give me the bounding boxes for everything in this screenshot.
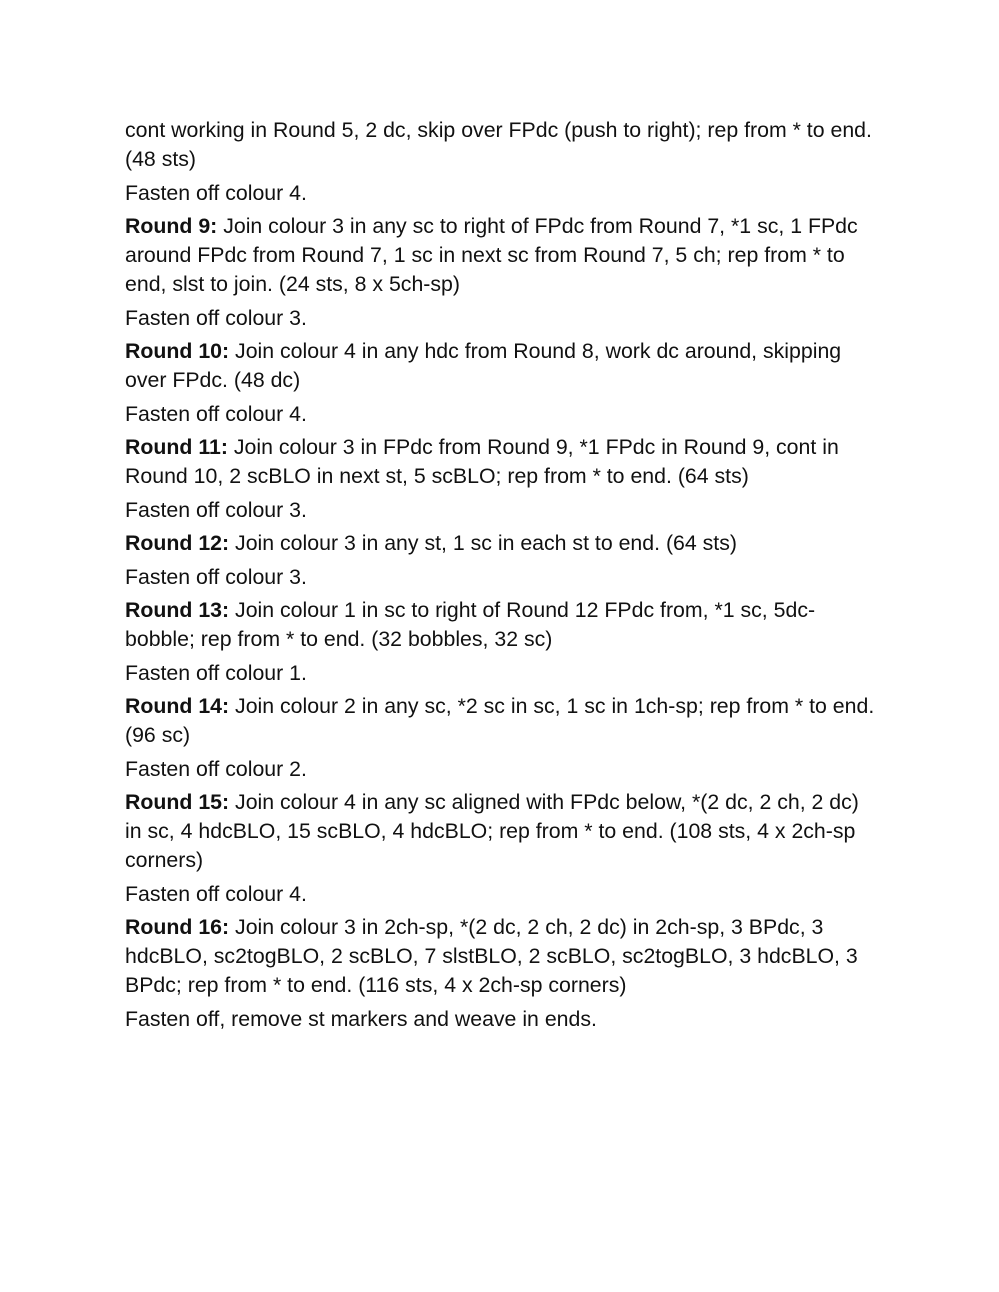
paragraph-6 bbox=[125, 400, 875, 429]
paragraph-text: Fasten off, remove st markers and weave in ends. bbox=[125, 1006, 597, 1031]
paragraph-16 bbox=[125, 880, 875, 909]
paragraph-text: Join colour 3 in 2ch-sp, *(2 dc, 2 ch, 2 dc) in 2ch-sp, 3 BPdc, 3 hdcBLO, sc2togBLO, 2 scBLO, 7 slstBLO, 2 scBLO, sc2togBLO, 3 hdcBLO, 3 BPdc; rep from * to end. (116 sts, 4 x 2ch-sp corners) bbox=[125, 915, 858, 997]
paragraph-round-13 bbox=[125, 596, 875, 654]
paragraph-text: Join colour 2 in any sc, *2 sc in sc, 1 sc in 1ch-sp; rep from * to end. (96 sc) bbox=[125, 694, 875, 747]
paragraph-text: Fasten off colour 3. bbox=[125, 497, 307, 522]
paragraph-4 bbox=[125, 304, 875, 333]
paragraph-text: Join colour 3 in any st, 1 sc in each st to end. (64 sts) bbox=[229, 531, 737, 555]
paragraph-text: Join colour 4 in any sc aligned with FPdc below, *(2 dc, 2 ch, 2 dc) in sc, 4 hdcBLO, 15 scBLO, 4 hdcBLO; rep from * to end. (108 sts, 4 x 2ch-sp corners) bbox=[125, 790, 859, 872]
round-label: Round 10: bbox=[125, 339, 230, 363]
round-label: Round 9: bbox=[125, 214, 218, 238]
round-label: Round 12: bbox=[125, 531, 230, 555]
paragraph-8 bbox=[125, 496, 875, 525]
paragraph-text: Fasten off colour 4. bbox=[125, 180, 307, 205]
round-label: Round 11: bbox=[125, 435, 228, 459]
paragraph-text: Fasten off colour 3. bbox=[125, 564, 307, 589]
paragraph-text: Fasten off colour 3. bbox=[125, 305, 307, 330]
paragraph-round-11 bbox=[125, 433, 875, 491]
paragraph-round-15 bbox=[125, 788, 875, 875]
paragraph-text: Fasten off colour 4. bbox=[125, 881, 307, 906]
paragraph-text: Join colour 3 in any sc to right of FPdc from Round 7, *1 sc, 1 FPdc around FPdc from Round 7, 1 sc in next sc from Round 7, 5 ch; rep from * to end, slst to join. (24 sts, 8 x 5ch-sp) bbox=[125, 214, 858, 296]
paragraph-text: Join colour 4 in any hdc from Round 8, work dc around, skipping over FPdc. (48 dc) bbox=[125, 339, 842, 392]
round-label: Round 14: bbox=[125, 694, 230, 718]
paragraph-round-10 bbox=[125, 337, 875, 395]
paragraph-text: Join colour 1 in sc to right of Round 12 FPdc from, *1 sc, 5dc-bobble; rep from * to end. (32 bobbles, 32 sc) bbox=[125, 598, 816, 651]
document-page bbox=[125, 116, 875, 1038]
paragraph-12 bbox=[125, 659, 875, 688]
paragraph-finishing bbox=[125, 1005, 875, 1034]
paragraph-1 bbox=[125, 116, 875, 174]
paragraph-round-12 bbox=[125, 529, 875, 558]
round-label: Round 16: bbox=[125, 915, 230, 939]
round-label: Round 13: bbox=[125, 598, 230, 622]
round-label: Round 15: bbox=[125, 790, 230, 814]
paragraph-text: Join colour 3 in FPdc from Round 9, *1 FPdc in Round 9, cont in Round 10, 2 scBLO in next st, 5 scBLO; rep from * to end. (64 sts) bbox=[125, 435, 839, 488]
paragraph-text: cont working in Round 5, 2 dc, skip over FPdc (push to right); rep from * to end. (48 sts) bbox=[125, 118, 872, 171]
paragraph-round-9 bbox=[125, 212, 875, 299]
paragraph-round-16 bbox=[125, 913, 875, 1000]
paragraph-2 bbox=[125, 179, 875, 208]
paragraph-10 bbox=[125, 563, 875, 592]
paragraph-text: Fasten off colour 2. bbox=[125, 756, 307, 781]
paragraph-round-14 bbox=[125, 692, 875, 750]
paragraph-text: Fasten off colour 1. bbox=[125, 660, 307, 685]
paragraph-14 bbox=[125, 755, 875, 784]
paragraph-text: Fasten off colour 4. bbox=[125, 401, 307, 426]
